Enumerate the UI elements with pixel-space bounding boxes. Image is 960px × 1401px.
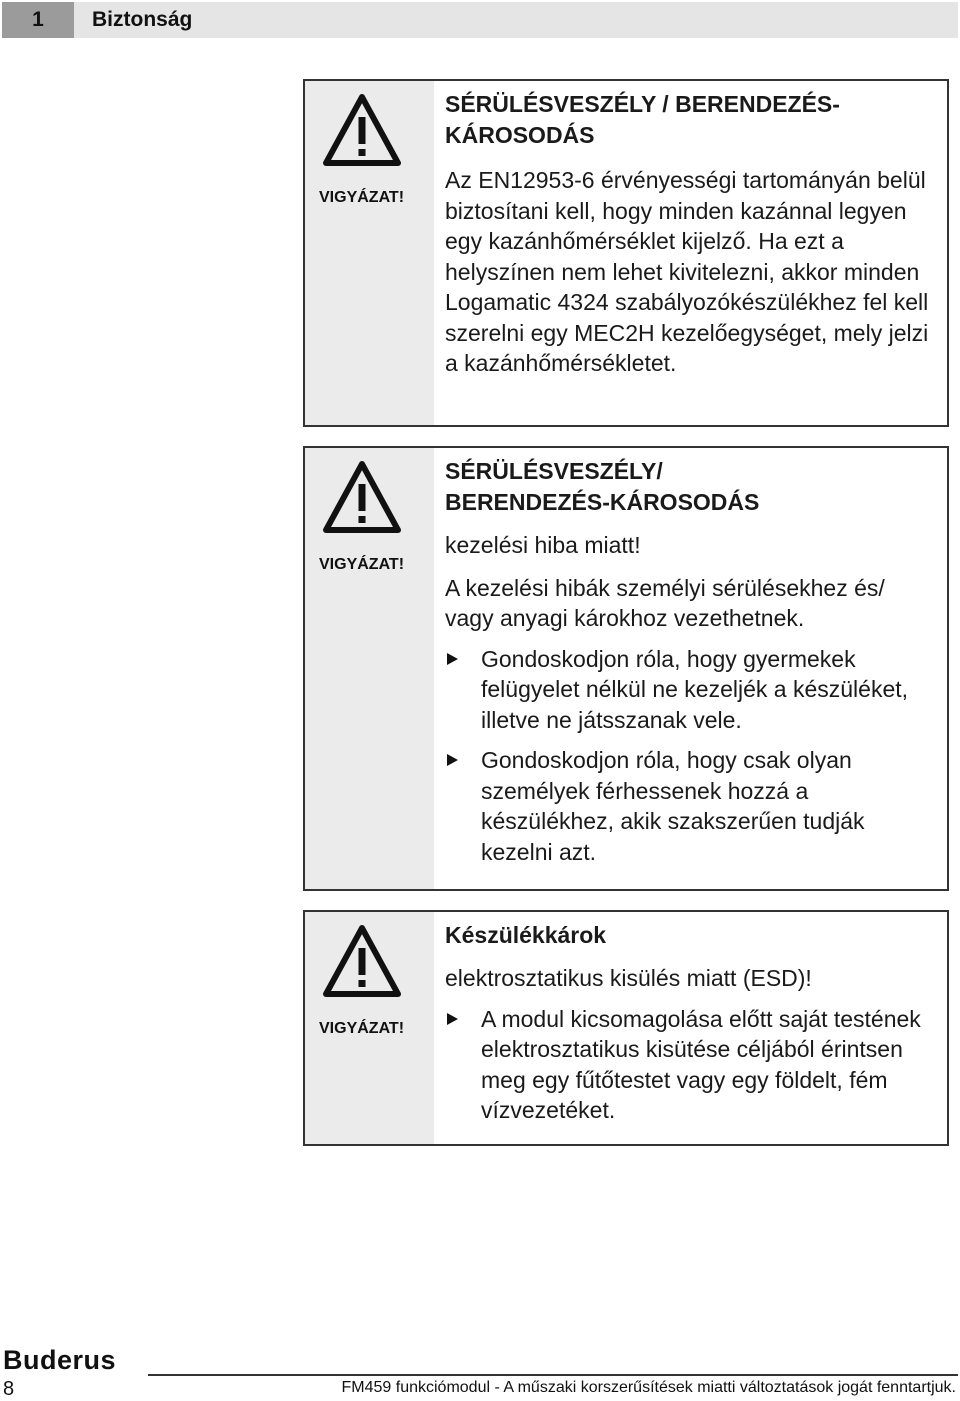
warning-heading: SÉRÜLÉSVESZÉLY/ BERENDEZÉS-KÁROSODÁS	[445, 458, 760, 515]
bullet-text: A modul kicsomagolása előtt saját testének elektrosztatikus kisütése céljából érintsen meg egy fűtőtestet vagy egy földelt, fém vízvezetéket.	[481, 1005, 921, 1123]
bullet-item	[445, 745, 935, 867]
warning-box-1	[303, 79, 949, 427]
page-number: 8	[3, 1378, 15, 1400]
warning-heading: SÉRÜLÉSVESZÉLY / BERENDEZÉS- KÁROSODÁS	[445, 91, 840, 148]
warning-box-3	[303, 910, 949, 1146]
chapter-header	[2, 2, 958, 38]
footer-divider	[148, 1374, 958, 1376]
warning-subheading: kezelési hiba miatt!	[445, 532, 641, 558]
bullet-item	[445, 644, 935, 736]
warning-triangle-icon	[320, 458, 404, 538]
bullet-arrow-icon	[447, 1013, 458, 1025]
warning-label: VIGYÁZAT!	[319, 189, 405, 206]
bullet-text: Gondoskodjon róla, hogy csak olyan személyek férhessenek hozzá a készülékhez, akik szakszerűen tudják kezelni azt.	[481, 747, 865, 865]
bullet-text: Gondoskodjon róla, hogy gyermekek felügyelet nélkül ne kezeljék a készüléket, illetve ne játsszanak vele.	[481, 645, 909, 733]
chapter-title: Biztonság	[92, 8, 193, 31]
warning-paragraph: Az EN12953-6 érvényességi tartományán belül biztosítani kell, hogy minden kazánnal legyen egy kazánhőmérséklet kijelző. Ha ezt a helyszínen nem lehet kivitelezni, akkor minden Logamatic 4324 szabályozókészülékhez fel kell szerelni egy MEC2H kezelőegységet, mely jelzi a kazánhőmérsékletet.	[445, 167, 929, 376]
warning-triangle-icon	[320, 922, 404, 1002]
warning-heading: Készülékkárok	[445, 922, 607, 948]
warning-subheading: elektrosztatikus kisülés miatt (ESD)!	[445, 965, 812, 991]
warning-box-2	[303, 446, 949, 891]
chapter-number: 1	[2, 2, 74, 38]
warning-triangle-icon	[320, 91, 404, 171]
warning-paragraph: A kezelési hibák személyi sérülésekhez és/ vagy anyagi károkhoz vezethetnek.	[445, 574, 885, 631]
bullet-item	[445, 1004, 935, 1126]
bullet-arrow-icon	[447, 754, 458, 766]
warning-label: VIGYÁZAT!	[319, 1020, 405, 1037]
brand-logo: Buderus	[3, 1345, 117, 1375]
footer-note: FM459 funkciómodul - A műszaki korszerűsítések miatti változtatások jogát fenntartjuk.	[341, 1379, 956, 1396]
warning-label: VIGYÁZAT!	[319, 556, 405, 573]
bullet-arrow-icon	[447, 653, 458, 665]
